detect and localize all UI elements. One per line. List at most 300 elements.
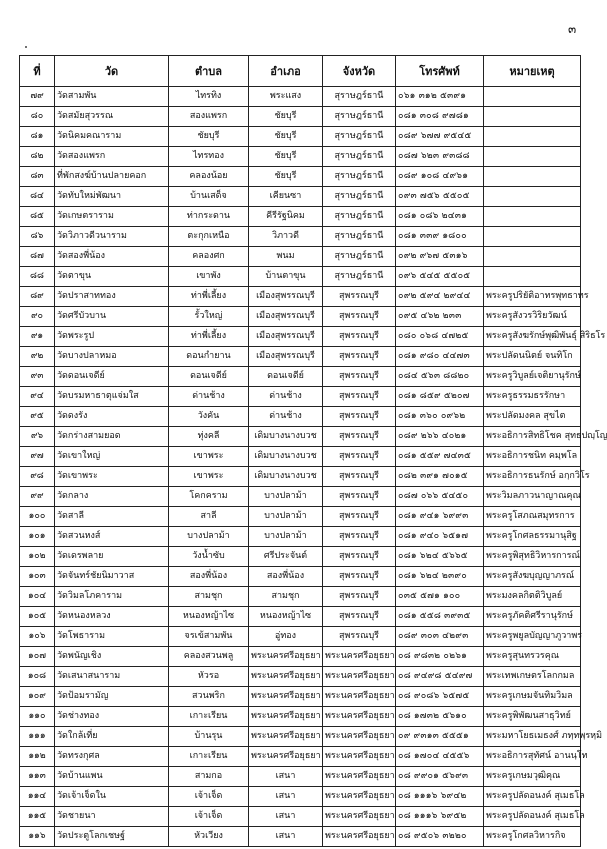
amphoe-cell: พระแสง [249, 87, 323, 107]
row-number: ๑๐๓ [20, 567, 55, 587]
note-cell: พระปลัดนนิตย์ จนทิโก [484, 347, 581, 367]
amphoe-cell: บางปลาม้า [249, 527, 323, 547]
note-cell: พระครูโสภณสมุทรการ [484, 507, 581, 527]
temple-name: วัดทรงกุศล [55, 747, 169, 767]
row-number: ๙๖ [20, 427, 55, 447]
tambon-cell: ท่าพี่เลี้ยง [169, 327, 249, 347]
note-cell: พระครูปริยัติอาทรพุทธาทร [484, 287, 581, 307]
temple-name: วัดสองแพรก [55, 147, 169, 167]
table-row [20, 487, 581, 507]
row-number: ๙๕ [20, 407, 55, 427]
row-number: ๑๑๖ [20, 827, 55, 847]
amphoe-cell: เสนา [249, 787, 323, 807]
tambon-cell: เขาพระ [169, 447, 249, 467]
tambon-cell: วังน้ำซับ [169, 547, 249, 567]
temple-name: วัดจันทร์ชัยนิมาวาส [55, 567, 169, 587]
note-cell: พระวิมลภาวนาญาณคุณ [484, 487, 581, 507]
phone-cell: ๐๘๗ ๐๖๖ ๕๔๕๐ [396, 487, 484, 507]
temple-name: วัดเจ้าเจ็ดใน [55, 787, 169, 807]
tambon-cell: จรเข้สามพัน [169, 627, 249, 647]
row-number: ๑๐๐ [20, 507, 55, 527]
note-cell: พระครูสุนทรวรคุณ [484, 647, 581, 667]
row-number: ๑๐๔ [20, 587, 55, 607]
temple-name: วัดสองพี่น้อง [55, 247, 169, 267]
note-cell [484, 87, 581, 107]
phone-cell: ๐๙๖ ๕๔๕ ๕๕๐๕ [396, 267, 484, 287]
tambon-cell: คลองน้อย [169, 167, 249, 187]
note-cell [484, 167, 581, 187]
note-cell: พระครูโกศลธรรมานุสิฐ [484, 527, 581, 547]
phone-cell: ๐๘ ๙๕๐๖ ๓๒๒๐ [396, 827, 484, 847]
tambon-cell: บางปลาม้า [169, 527, 249, 547]
header-phone: โทรศัพท์ [396, 56, 484, 87]
note-cell [484, 207, 581, 227]
row-number: ๘๑ [20, 127, 55, 147]
amphoe-cell: พนม [249, 247, 323, 267]
note-cell [484, 127, 581, 147]
phone-cell: ๐๙๒ ๙๖๗ ๕๓๑๖ [396, 247, 484, 267]
table-row [20, 707, 581, 727]
row-number: ๘๐ [20, 107, 55, 127]
province-cell: สุพรรณบุรี [323, 527, 396, 547]
tambon-cell: สามกอ [169, 767, 249, 787]
phone-cell: ๐๘ ๙๔๙๘ ๕๔๙๗ [396, 667, 484, 687]
header-amphoe: อำเภอ [249, 56, 323, 87]
note-cell: พระครูพิพัฒนสาธุวิทย์ [484, 707, 581, 727]
province-cell: สุพรรณบุรี [323, 367, 396, 387]
phone-cell: ๐๙๒ ๕๙๔ ๒๙๔๔ [396, 287, 484, 307]
tambon-cell: ท่าพี่เลี้ยง [169, 287, 249, 307]
temple-name: วัดเขาใหญ่ [55, 447, 169, 467]
header-province: จังหวัด [323, 56, 396, 87]
row-number: ๘๒ [20, 147, 55, 167]
province-cell: สุพรรณบุรี [323, 387, 396, 407]
header-tambon: ตำบล [169, 56, 249, 87]
table-row [20, 627, 581, 647]
province-cell: สุพรรณบุรี [323, 507, 396, 527]
province-cell: สุพรรณบุรี [323, 287, 396, 307]
province-cell: สุราษฎร์ธานี [323, 207, 396, 227]
row-number: ๘๘ [20, 267, 55, 287]
row-number: ๑๐๖ [20, 627, 55, 647]
phone-cell: ๐๘๑ ๙๔๑ ๖๙๙๓ [396, 507, 484, 527]
table-row [20, 767, 581, 787]
province-cell: สุพรรณบุรี [323, 487, 396, 507]
temple-name: วัดช่างทอง [55, 707, 169, 727]
phone-cell: ๐๘๙ ๖๗๗ ๙๕๔๕ [396, 127, 484, 147]
table-row [20, 607, 581, 627]
temple-name: วัดวิภาวดีวนาราม [55, 227, 169, 247]
tambon-cell: เกาะเรียน [169, 747, 249, 767]
amphoe-cell: ชัยบุรี [249, 107, 323, 127]
temple-name: วัดนิคมคณาราม [55, 127, 169, 147]
phone-cell: ๐๘๑ ๙๘๐ ๔๔๗๓ [396, 347, 484, 367]
note-cell: พระครูปลัดอนงค์ สุเมธโล [484, 807, 581, 827]
tambon-cell: หนองหญ้าไซ [169, 607, 249, 627]
province-cell: สุพรรณบุรี [323, 347, 396, 367]
phone-cell: ๐๘๙ ๓๐๓ ๔๒๙๓ [396, 627, 484, 647]
tambon-cell: หัวรอ [169, 667, 249, 687]
table-row [20, 107, 581, 127]
table-row [20, 147, 581, 167]
amphoe-cell: ชัยบุรี [249, 147, 323, 167]
note-cell: พระเทพเกษตรโลกกมล [484, 667, 581, 687]
amphoe-cell: บางปลาม้า [249, 507, 323, 527]
amphoe-cell: ชัยบุรี [249, 127, 323, 147]
phone-cell: ๐๘๑ ๓๓๙ ๑๘๐๐ [396, 227, 484, 247]
table-row [20, 367, 581, 387]
tambon-cell: สามชุก [169, 587, 249, 607]
province-cell: สุพรรณบุรี [323, 447, 396, 467]
note-cell: พระอธิการสุทัศน์ อานนฺโท [484, 747, 581, 767]
table-row [20, 167, 581, 187]
table-body [20, 87, 607, 847]
tambon-cell: สองพี่น้อง [169, 567, 249, 587]
row-number: ๙๓ [20, 367, 55, 387]
temple-name: ที่พักสงฆ์บ้านปลายคอก [55, 167, 169, 187]
table-row [20, 307, 581, 327]
note-cell: พระมหาโยธเมธงศ์ ภทฺทพฺรหฺมิ [484, 727, 581, 747]
amphoe-cell: พระนครศรีอยุธยา [249, 687, 323, 707]
row-number: ๑๐๑ [20, 527, 55, 547]
table-row [20, 87, 581, 107]
tambon-cell: ดอนเจดีย์ [169, 367, 249, 387]
province-cell: พระนครศรีอยุธยา [323, 727, 396, 747]
tambon-cell: เกาะเรียน [169, 707, 249, 727]
table-row [20, 387, 581, 407]
province-cell: พระนครศรีอยุธยา [323, 807, 396, 827]
phone-cell: ๐๘๗ ๖๒๓ ๙๓๘๘ [396, 147, 484, 167]
amphoe-cell: เดิมบางนางบวช [249, 447, 323, 467]
province-cell: สุพรรณบุรี [323, 407, 396, 427]
amphoe-cell: บางปลาม้า [249, 487, 323, 507]
row-number: ๑๑๒ [20, 747, 55, 767]
phone-cell: ๐๘ ๙๐๘๖ ๖๕๗๕ [396, 687, 484, 707]
tambon-cell: ไทรทอง [169, 147, 249, 167]
table-row [20, 227, 581, 247]
amphoe-cell: บ้านตาขุน [249, 267, 323, 287]
table-row [20, 287, 581, 307]
amphoe-cell: สามชุก [249, 587, 323, 607]
amphoe-cell: พระนครศรีอยุธยา [249, 667, 323, 687]
row-number: ๘๖ [20, 227, 55, 247]
tambon-cell: เขาพัง [169, 267, 249, 287]
table-header-row [20, 56, 581, 87]
row-number: ๗๙ [20, 87, 55, 107]
province-cell: สุพรรณบุรี [323, 547, 396, 567]
temple-name: วัดป้อมรามัญ [55, 687, 169, 707]
note-cell: พระครูพยูลบัญญาภูวาพร [484, 627, 581, 647]
province-cell: พระนครศรีอยุธยา [323, 787, 396, 807]
row-number: ๑๐๒ [20, 547, 55, 567]
phone-cell: ๐๘๑ ๕๕๘ ๓๙๓๕ [396, 607, 484, 627]
table-row [20, 427, 581, 447]
amphoe-cell: พระนครศรีอยุธยา [249, 747, 323, 767]
temple-name: วัดบางปลาหมอ [55, 347, 169, 367]
table-row [20, 507, 581, 527]
note-cell: พระอธิการสิทธิโชค สุทธปญฺโญ [484, 427, 581, 447]
phone-cell: ๐๘๑ ๘๕๙ ๕๒๐๗ [396, 387, 484, 407]
province-cell: สุราษฎร์ธานี [323, 87, 396, 107]
note-cell [484, 147, 581, 167]
temple-name: วัดเขาพระ [55, 467, 169, 487]
phone-cell: ๐๘ ๙๙๐๑ ๕๖๙๓ [396, 767, 484, 787]
row-number: ๙๗ [20, 447, 55, 467]
amphoe-cell: พระนครศรีอยุธยา [249, 727, 323, 747]
tambon-cell: เขาพระ [169, 467, 249, 487]
tambon-cell: คลองสวนพลู [169, 647, 249, 667]
tambon-cell: ไทรทิง [169, 87, 249, 107]
row-number: ๑๐๗ [20, 647, 55, 667]
table-row [20, 247, 581, 267]
province-cell: พระนครศรีอยุธยา [323, 707, 396, 727]
row-number: ๘๓ [20, 167, 55, 187]
province-cell: สุพรรณบุรี [323, 567, 396, 587]
phone-cell: ๐๘๙ ๒๖๖ ๔๐๒๑ [396, 427, 484, 447]
note-cell: พระครูสังฆรักษ์พุฒิพันธุ์ สิริธโร [484, 327, 581, 347]
temple-name: วัดปราสาททอง [55, 287, 169, 307]
tambon-cell: บ้านเสด็จ [169, 187, 249, 207]
tambon-cell: เจ้าเจ็ด [169, 787, 249, 807]
row-number: ๑๐๕ [20, 607, 55, 627]
note-cell: พระครูวิบูลย์เจติยานุรักษ์ [484, 367, 581, 387]
phone-cell: ๐๘๙ ๑๐๘ ๔๙๖๑ [396, 167, 484, 187]
province-cell: สุราษฎร์ธานี [323, 147, 396, 167]
amphoe-cell: เดิมบางนางบวช [249, 467, 323, 487]
amphoe-cell: คีรีรัฐนิคม [249, 207, 323, 227]
phone-cell: ๐๘๒ ๓๙๑ ๗๐๑๕ [396, 467, 484, 487]
note-cell: พระครูสังฆบุญญาภรณ์ [484, 567, 581, 587]
table-row [20, 787, 581, 807]
amphoe-cell: เสนา [249, 767, 323, 787]
note-cell [484, 187, 581, 207]
table-row [20, 127, 581, 147]
temple-register-table [19, 55, 607, 847]
row-number: ๑๐๙ [20, 687, 55, 707]
temple-name: วัดบ้านแพน [55, 767, 169, 787]
amphoe-cell: ด่านช้าง [249, 387, 323, 407]
temple-name: วัดกร่างสามยอด [55, 427, 169, 447]
tambon-cell: ทุ่งคลี [169, 427, 249, 447]
temple-name: วัดประตูโลกเชษฐ์ [55, 827, 169, 847]
temple-name: วัดตาขุน [55, 267, 169, 287]
temple-name: วัดดอนเจดีย์ [55, 367, 169, 387]
province-cell: สุราษฎร์ธานี [323, 187, 396, 207]
temple-name: วัดวิมลโภคาราม [55, 587, 169, 607]
row-number: ๙๙ [20, 487, 55, 507]
table-row [20, 407, 581, 427]
note-cell: พระอธิการชนิท คมฺพโล [484, 447, 581, 467]
note-cell: พระปลัดมงคล สุขไต [484, 407, 581, 427]
table-row [20, 207, 581, 227]
tambon-cell: สาลี [169, 507, 249, 527]
phone-cell: ๐๘ ๑๗๓๒ ๕๖๑๐ [396, 707, 484, 727]
table-row [20, 347, 581, 367]
province-cell: สุพรรณบุรี [323, 307, 396, 327]
note-cell [484, 267, 581, 287]
province-cell: พระนครศรีอยุธยา [323, 827, 396, 847]
phone-cell: ๐๘๑ ๕๕๙ ๗๔๓๕ [396, 447, 484, 467]
note-cell: พระมงคลกิตติวิบูลย์ [484, 587, 581, 607]
note-cell: พระครูภัคติศรีรานุรักษ์ [484, 607, 581, 627]
table-row [20, 567, 581, 587]
amphoe-cell: เสนา [249, 807, 323, 827]
table-row [20, 527, 581, 547]
row-number: ๑๐๘ [20, 667, 55, 687]
temple-name: วัดสาลี [55, 507, 169, 527]
province-cell: สุราษฎร์ธานี [323, 107, 396, 127]
table-row [20, 547, 581, 567]
row-number: ๑๑๓ [20, 767, 55, 787]
province-cell: พระนครศรีอยุธยา [323, 647, 396, 667]
row-number: ๙๘ [20, 467, 55, 487]
amphoe-cell: เมืองสุพรรณบุรี [249, 347, 323, 367]
province-cell: สุพรรณบุรี [323, 587, 396, 607]
table-row [20, 187, 581, 207]
amphoe-cell: เดิมบางนางบวช [249, 427, 323, 447]
phone-cell: ๐๘ ๑๗๐๔ ๔๕๕๖ [396, 747, 484, 767]
province-cell: สุราษฎร์ธานี [323, 267, 396, 287]
phone-cell: ๐๘๑ ๐๘๖ ๒๔๓๑ [396, 207, 484, 227]
table-row [20, 727, 581, 747]
temple-name: วัดดงรัง [55, 407, 169, 427]
amphoe-cell: ชัยบุรี [249, 167, 323, 187]
amphoe-cell: พระนครศรีอยุธยา [249, 647, 323, 667]
phone-cell: ๐๘๑ ๓๖๐ ๐๙๖๒ [396, 407, 484, 427]
temple-name: วัดเกษตราราม [55, 207, 169, 227]
temple-name: วัดสวนหงส์ [55, 527, 169, 547]
note-cell: พระครูเกษมจันทิมวิมล [484, 687, 581, 707]
row-number: ๑๑๕ [20, 807, 55, 827]
table-row [20, 667, 581, 687]
note-cell: พระอธิการธนรักษ์ อกฺกวิโร [484, 467, 581, 487]
phone-cell: ๐๙ ๙๓๑๓ ๕๕๕๑ [396, 727, 484, 747]
amphoe-cell: พระนครศรีอยุธยา [249, 707, 323, 727]
tambon-cell: ชัยบุรี [169, 127, 249, 147]
row-number: ๘๗ [20, 247, 55, 267]
scan-speck [25, 46, 27, 48]
table-row [20, 747, 581, 767]
temple-name: วัดสามพัน [55, 87, 169, 107]
row-number: ๙๑ [20, 327, 55, 347]
phone-cell: ๐๙๕ ๔๖๒ ๒๓๓ [396, 307, 484, 327]
row-number: ๑๑๑ [20, 727, 55, 747]
province-cell: พระนครศรีอยุธยา [323, 687, 396, 707]
tambon-cell: วังคัน [169, 407, 249, 427]
header-note: หมายเหตุ [484, 56, 581, 87]
tambon-cell: สวนพริก [169, 687, 249, 707]
phone-cell: ๐๓๕ ๕๗๑ ๑๐๐ [396, 587, 484, 607]
tambon-cell: บ้านรุน [169, 727, 249, 747]
phone-cell: ๐๘๑ ๖๒๔ ๒๓๙๐ [396, 567, 484, 587]
tambon-cell: ท่ากระดาน [169, 207, 249, 227]
note-cell: พระครูธรรมธรรักษา [484, 387, 581, 407]
phone-cell: ๐๙๓ ๗๕๖ ๕๕๐๕ [396, 187, 484, 207]
phone-cell: ๐๖๑ ๓๑๒ ๕๓๙๑ [396, 87, 484, 107]
phone-cell: ๐๘๔ ๕๖๓ ๘๘๒๐ [396, 367, 484, 387]
temple-name: วัดโพธาราม [55, 627, 169, 647]
row-number: ๘๙ [20, 287, 55, 307]
amphoe-cell: เคียนซา [249, 187, 323, 207]
note-cell: พระครูสังวรวิริยวัฒน์ [484, 307, 581, 327]
table-row [20, 467, 581, 487]
note-cell: พระครูพิสุทธิวิหารการณ์ [484, 547, 581, 567]
amphoe-cell: เมืองสุพรรณบุรี [249, 307, 323, 327]
temple-name: วัดชายนา [55, 807, 169, 827]
phone-cell: ๐๘๑ ๓๐๘ ๙๗๘๑ [396, 107, 484, 127]
temple-name: วัดเดรพลาย [55, 547, 169, 567]
province-cell: สุพรรณบุรี [323, 427, 396, 447]
row-number: ๙๔ [20, 387, 55, 407]
header-no: ที่ [20, 56, 55, 87]
phone-cell: ๐๘ ๑๑๑๖ ๖๙๕๒ [396, 807, 484, 827]
note-cell: พระครูเกษมวุฒิคุณ [484, 767, 581, 787]
province-cell: สุพรรณบุรี [323, 467, 396, 487]
row-number: ๙๐ [20, 307, 55, 327]
province-cell: พระนครศรีอยุธยา [323, 747, 396, 767]
note-cell: พระครูปลัดอนงค์ สุเมธโล [484, 787, 581, 807]
temple-name: วัดใกล้เที่ย [55, 727, 169, 747]
note-cell [484, 107, 581, 127]
tambon-cell: คลองศก [169, 247, 249, 267]
tambon-cell: เจ้าเจ็ด [169, 807, 249, 827]
province-cell: สุราษฎร์ธานี [323, 227, 396, 247]
row-number: ๙๒ [20, 347, 55, 367]
amphoe-cell: ดอนเจดีย์ [249, 367, 323, 387]
province-cell: สุราษฎร์ธานี [323, 167, 396, 187]
temple-name: วัดศรีบัวบาน [55, 307, 169, 327]
amphoe-cell: เมืองสุพรรณบุรี [249, 287, 323, 307]
temple-name: วัดสมัยสุวรรณ [55, 107, 169, 127]
phone-cell: ๐๘๑ ๖๒๔ ๕๖๖๕ [396, 547, 484, 567]
row-number: ๘๔ [20, 187, 55, 207]
amphoe-cell: เมืองสุพรรณบุรี [249, 327, 323, 347]
table-row [20, 827, 581, 847]
amphoe-cell: ศรีประจันต์ [249, 547, 323, 567]
temple-name: วัดหนองหลวง [55, 607, 169, 627]
province-cell: พระนครศรีอยุธยา [323, 767, 396, 787]
province-cell: พระนครศรีอยุธยา [323, 667, 396, 687]
tambon-cell: ดอนกำยาน [169, 347, 249, 367]
table-row [20, 327, 581, 347]
table-row [20, 447, 581, 467]
row-number: ๑๑๔ [20, 787, 55, 807]
phone-cell: ๐๘ ๑๑๑๖ ๖๙๔๒ [396, 787, 484, 807]
amphoe-cell: อู่ทอง [249, 627, 323, 647]
tambon-cell: โคกคราม [169, 487, 249, 507]
note-cell [484, 247, 581, 267]
table-row [20, 807, 581, 827]
tambon-cell: ตะกุกเหนือ [169, 227, 249, 247]
province-cell: สุพรรณบุรี [323, 627, 396, 647]
table-row [20, 647, 581, 667]
tambon-cell: ด่านช้าง [169, 387, 249, 407]
phone-cell: ๐๘ ๙๘๓๒ ๐๒๖๑ [396, 647, 484, 667]
phone-cell: ๐๘๑ ๙๔๐ ๖๕๑๗ [396, 527, 484, 547]
province-cell: สุพรรณบุรี [323, 607, 396, 627]
amphoe-cell: เสนา [249, 827, 323, 847]
amphoe-cell: หนองหญ้าไซ [249, 607, 323, 627]
header-temple: วัด [55, 56, 169, 87]
tambon-cell: สองแพรก [169, 107, 249, 127]
province-cell: สุพรรณบุรี [323, 327, 396, 347]
temple-name: วัดกลาง [55, 487, 169, 507]
tambon-cell: หัวเวียง [169, 827, 249, 847]
temple-name: วัดพระรูป [55, 327, 169, 347]
province-cell: สุราษฎร์ธานี [323, 127, 396, 147]
temple-name: วัดบรมหาธาตุแจ่มใส [55, 387, 169, 407]
phone-cell: ๐๘๐ ๐๖๘ ๔๗๒๕ [396, 327, 484, 347]
